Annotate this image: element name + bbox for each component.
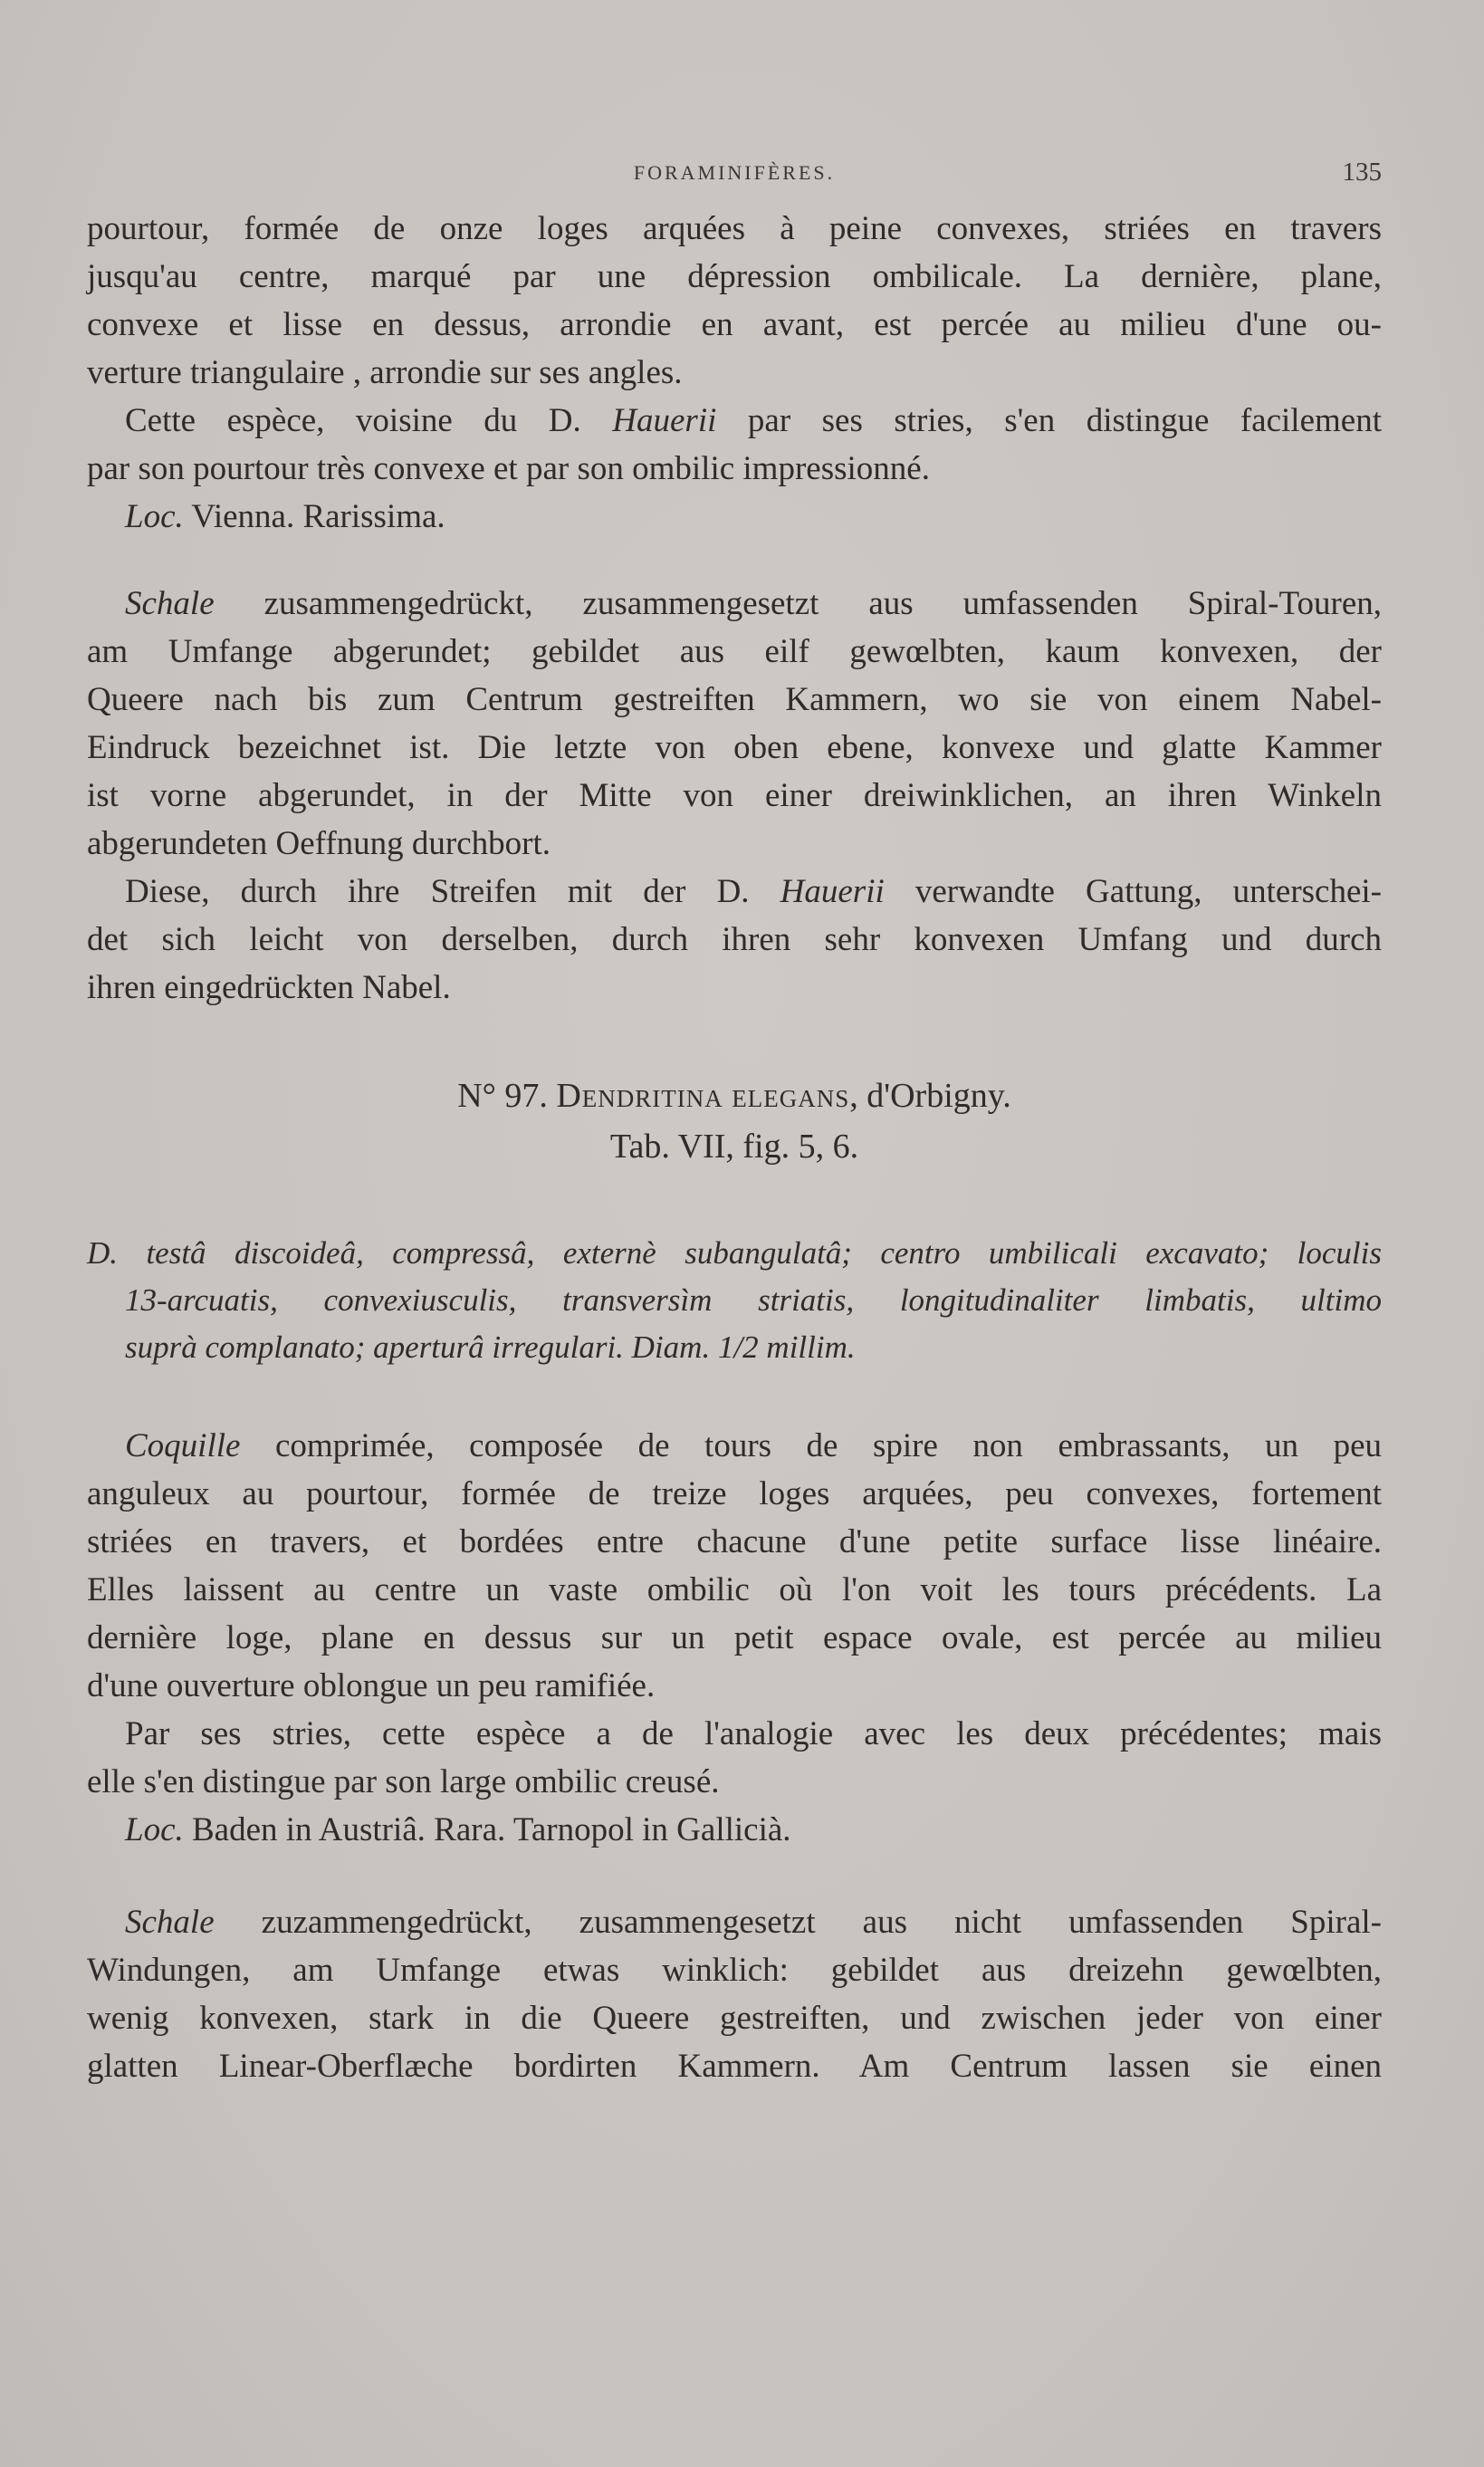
text-line: pourtour, formée de onze loges arquées à peine convexes, striées en travers xyxy=(87,210,1382,247)
species-name: Hauerii xyxy=(780,873,885,910)
text-line: Schale zusammengedrückt, zusammengesetzt aus umfassenden Spiral-Touren, xyxy=(125,585,1382,622)
text-line: dernière loge, plane en dessus sur un petit espace ovale, est percée au milieu xyxy=(87,1619,1382,1656)
text-line: Elles laissent au centre un vaste ombilic où l'on voit les tours précédents. La xyxy=(87,1571,1382,1608)
text-line: Loc. Baden in Austriâ. Rara. Tarnopol in Gallicià. xyxy=(125,1811,791,1848)
description-german-2 xyxy=(87,1898,1382,2090)
loc-label: Loc. xyxy=(125,1811,184,1848)
loc-label: Loc. xyxy=(125,498,184,535)
text-line: abgerundeten Oeffnung durchbort. xyxy=(87,825,551,862)
locality-2 xyxy=(87,1806,1382,1854)
text-line: Diese, durch ihre Streifen mit der D. Hauerii verwandte Gattung, unterschei- xyxy=(125,873,1382,910)
text-line: anguleux au pourtour, formée de treize loges arquées, peu convexes, fortement xyxy=(87,1475,1382,1512)
text-line: d'une ouverture oblongue un peu ramifiée. xyxy=(87,1667,656,1704)
running-title: FORAMINIFÈRES. xyxy=(633,161,836,184)
latin-diagnosis xyxy=(87,1230,1382,1371)
text-line: det sich leicht von derselben, durch ihren sehr konvexen Umfang und durch xyxy=(87,921,1382,958)
text-line: glatten Linear-Oberflæche bordirten Kammern. Am Centrum lassen sie einen xyxy=(87,2048,1382,2085)
comparison-french-2 xyxy=(87,1710,1382,1806)
plate-reference: Tab. VII, fig. 5, 6. xyxy=(609,1128,859,1166)
text-line: convexe et lisse en dessus, arrondie en avant, est percée au milieu d'une ou- xyxy=(87,306,1382,343)
species-title xyxy=(87,1070,1382,1121)
text-line: Windungen, am Umfange etwas winklich: gebildet aus dreizehn gewœlbten, xyxy=(87,1952,1382,1989)
text-line: am Umfange abgerundet; gebildet aus eilf gewœlbten, kaum konvexen, der xyxy=(87,633,1382,670)
text-line: Coquille comprimée, composée de tours de spire non embrassants, un peu xyxy=(125,1427,1382,1464)
text-line: par son pourtour très convexe et par son ombilic impressionné. xyxy=(87,450,930,487)
text-line: ist vorne abgerundet, in der Mitte von einer dreiwinklichen, an ihren Winkeln xyxy=(87,777,1382,814)
species-heading xyxy=(87,1070,1382,1172)
text-line: Eindruck bezeichnet ist. Die letzte von oben ebene, konvexe und glatte Kammer xyxy=(87,729,1382,766)
locality-1 xyxy=(87,493,1382,541)
comparison-french xyxy=(87,397,1382,493)
text-line: jusqu'au centre, marqué par une dépression ombilicale. La dernière, plane, xyxy=(87,258,1382,295)
text-line: wenig konvexen, stark in die Queere gestreiften, und zwischen jeder von einer xyxy=(87,2000,1382,2037)
text-line: Loc. Vienna. Rarissima. xyxy=(125,498,445,535)
text-line: Cette espèce, voisine du D. Hauerii par ses stries, s'en distingue facilement xyxy=(125,402,1382,439)
text-line: D. testâ discoideâ, compressâ, externè subangulatâ; centro umbilicali excavato; loculis xyxy=(87,1235,1382,1271)
text-line: 13-arcuatis, convexiusculis, transversìm striatis, longitudinaliter limbatis, ultimo xyxy=(125,1282,1382,1318)
description-german-1 xyxy=(87,580,1382,868)
species-author: , d'Orbigny. xyxy=(849,1077,1011,1115)
page-header xyxy=(87,158,1382,197)
description-french-continued xyxy=(87,205,1382,397)
species-number: N° 97. xyxy=(457,1077,548,1115)
comparison-german xyxy=(87,868,1382,1012)
text-line: verture triangulaire , arrondie sur ses angles. xyxy=(87,354,683,391)
genus-name: Dendritina xyxy=(556,1077,723,1115)
text-line: Par ses stries, cette espèce a de l'analogie avec les deux précédentes; mais xyxy=(125,1715,1382,1752)
species-epithet: elegans xyxy=(732,1077,850,1115)
text-line: Queere nach bis zum Centrum gestreiften Kammern, wo sie von einem Nabel- xyxy=(87,681,1382,718)
species-name: Hauerii xyxy=(612,402,717,439)
text-line: ihren eingedrückten Nabel. xyxy=(87,969,451,1006)
text-line: elle s'en distingue par son large ombilic creusé. xyxy=(87,1763,720,1800)
text-line: striées en travers, et bordées entre chacune d'une petite surface lisse linéaire. xyxy=(87,1523,1382,1560)
text-line: Schale zuzammengedrückt, zusammengesetzt aus nicht umfassenden Spiral- xyxy=(125,1904,1382,1941)
text-line: suprà complanato; aperturâ irregulari. Diam. 1/2 millim. xyxy=(125,1329,856,1365)
description-french-2 xyxy=(87,1422,1382,1710)
page-number: 135 xyxy=(1342,158,1382,187)
